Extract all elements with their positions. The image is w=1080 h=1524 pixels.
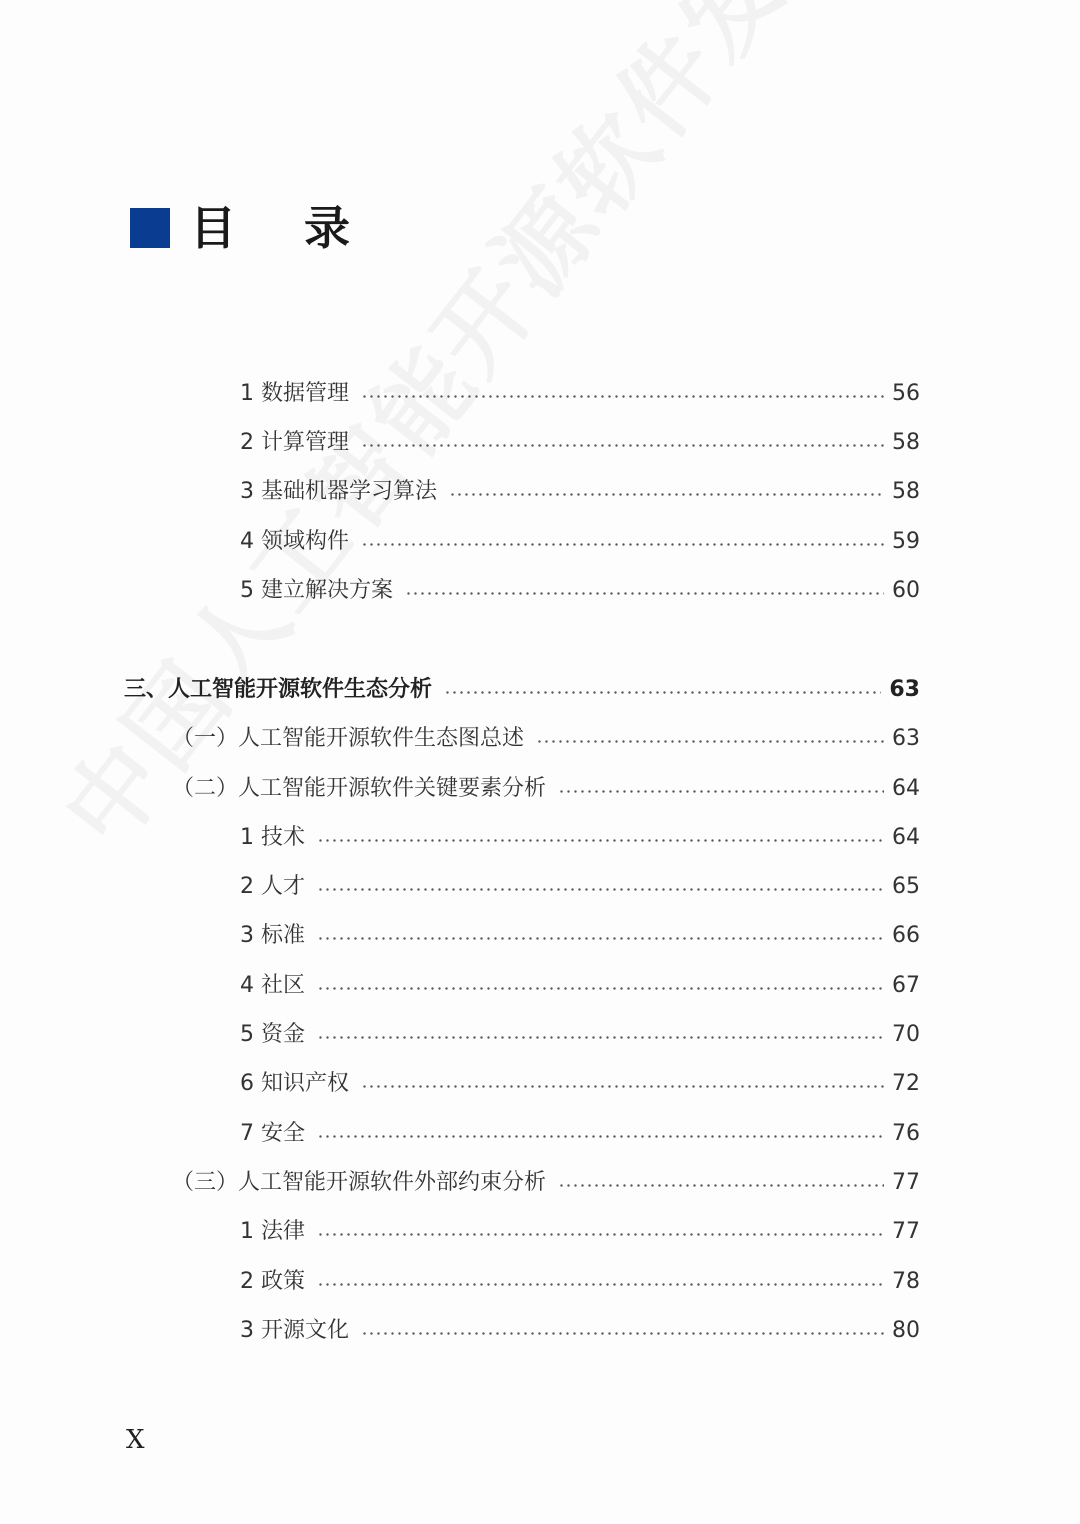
toc-leader-dots [317, 1036, 884, 1039]
toc-entry-chapter[interactable] [124, 672, 920, 708]
toc-entry-section[interactable] [172, 771, 920, 807]
toc-entry-page: 64 [892, 825, 920, 850]
toc-entry-page: 76 [892, 1121, 920, 1146]
toc-entry-page: 77 [892, 1170, 920, 1195]
toc-entry[interactable] [240, 573, 920, 609]
toc-entry-page: 63 [889, 677, 920, 702]
toc-entry[interactable] [240, 1116, 920, 1152]
toc-entry[interactable] [240, 1066, 920, 1102]
toc-entry[interactable] [240, 918, 920, 954]
toc-entry-label: 2 政策 [240, 1269, 305, 1294]
toc-entry[interactable] [240, 1214, 920, 1250]
toc-leader-dots [405, 592, 884, 595]
toc-leader-dots [361, 444, 884, 447]
toc-entry-page: 67 [892, 973, 920, 998]
toc-leader-dots [317, 1233, 884, 1236]
toc-entry-label: 7 安全 [240, 1121, 305, 1146]
toc-entry-page: 80 [892, 1318, 920, 1343]
toc-entry[interactable] [240, 820, 920, 856]
toc-leader-dots [317, 839, 884, 842]
toc-leader-dots [558, 790, 884, 793]
toc-entry-page: 66 [892, 923, 920, 948]
page-title: 目 录 [190, 201, 377, 255]
toc-entry-label: （二）人工智能开源软件关键要素分析 [172, 776, 547, 801]
toc-entry-label: 6 知识产权 [240, 1071, 349, 1096]
toc-leader-dots [361, 1332, 884, 1335]
toc-leader-dots [317, 937, 884, 940]
toc-entry-section[interactable] [172, 1165, 920, 1201]
page-number: X [126, 1425, 145, 1455]
toc-entry[interactable] [240, 1264, 920, 1300]
toc-entry-page: 58 [892, 430, 920, 455]
toc-entry[interactable] [240, 425, 920, 461]
toc-entry-label: 3 开源文化 [240, 1318, 349, 1343]
toc-leader-dots [558, 1184, 884, 1187]
toc-leader-dots [317, 888, 884, 891]
toc-leader-dots [361, 1085, 884, 1088]
toc-entry-page: 60 [892, 578, 920, 603]
toc-entry-label: 4 领域构件 [240, 529, 349, 554]
toc-entry-page: 72 [892, 1071, 920, 1096]
toc-leader-dots [361, 395, 884, 398]
toc-entry-page: 59 [892, 529, 920, 554]
toc-entry-label: 3 标准 [240, 923, 305, 948]
toc-entry-label: （三）人工智能开源软件外部约束分析 [172, 1170, 547, 1195]
heading-square-icon [130, 208, 170, 248]
toc-leader-dots [361, 543, 884, 546]
toc-entry-label: 3 基础机器学习算法 [240, 479, 437, 504]
toc-entry-page: 77 [892, 1219, 920, 1244]
toc-leader-dots [317, 987, 884, 990]
toc-entry-page: 78 [892, 1269, 920, 1294]
toc-entry-section[interactable] [172, 721, 920, 757]
toc-entry[interactable] [240, 376, 920, 412]
toc-entry[interactable] [240, 1313, 920, 1349]
toc-leader-dots [317, 1283, 884, 1286]
toc-heading [130, 198, 376, 258]
toc-entry-label: （一）人工智能开源软件生态图总述 [172, 726, 525, 751]
toc-entry-page: 63 [892, 726, 920, 751]
toc-entry[interactable] [240, 869, 920, 905]
toc-entry[interactable] [240, 1017, 920, 1053]
toc-entry-label: 4 社区 [240, 973, 305, 998]
toc-entry-page: 58 [892, 479, 920, 504]
toc-leader-dots [536, 740, 884, 743]
toc-entry-page: 56 [892, 381, 920, 406]
toc-entry-label: 5 建立解决方案 [240, 578, 393, 603]
toc-entry-label: 1 技术 [240, 825, 305, 850]
toc-entry-label: 三、人工智能开源软件生态分析 [124, 677, 433, 702]
toc-entry-label: 2 人才 [240, 874, 305, 899]
toc-entry-page: 65 [892, 874, 920, 899]
toc-leader-dots [444, 691, 881, 694]
toc-entry-page: 70 [892, 1022, 920, 1047]
toc-entry-label: 1 法律 [240, 1219, 305, 1244]
toc-entry[interactable] [240, 524, 920, 560]
toc-entry[interactable] [240, 968, 920, 1004]
toc-entry-label: 5 资金 [240, 1022, 305, 1047]
toc-entry[interactable] [240, 474, 920, 510]
toc-entry-label: 2 计算管理 [240, 430, 349, 455]
toc-entry-page: 64 [892, 776, 920, 801]
toc-entry-label: 1 数据管理 [240, 381, 349, 406]
toc-leader-dots [449, 493, 884, 496]
toc-leader-dots [317, 1135, 884, 1138]
